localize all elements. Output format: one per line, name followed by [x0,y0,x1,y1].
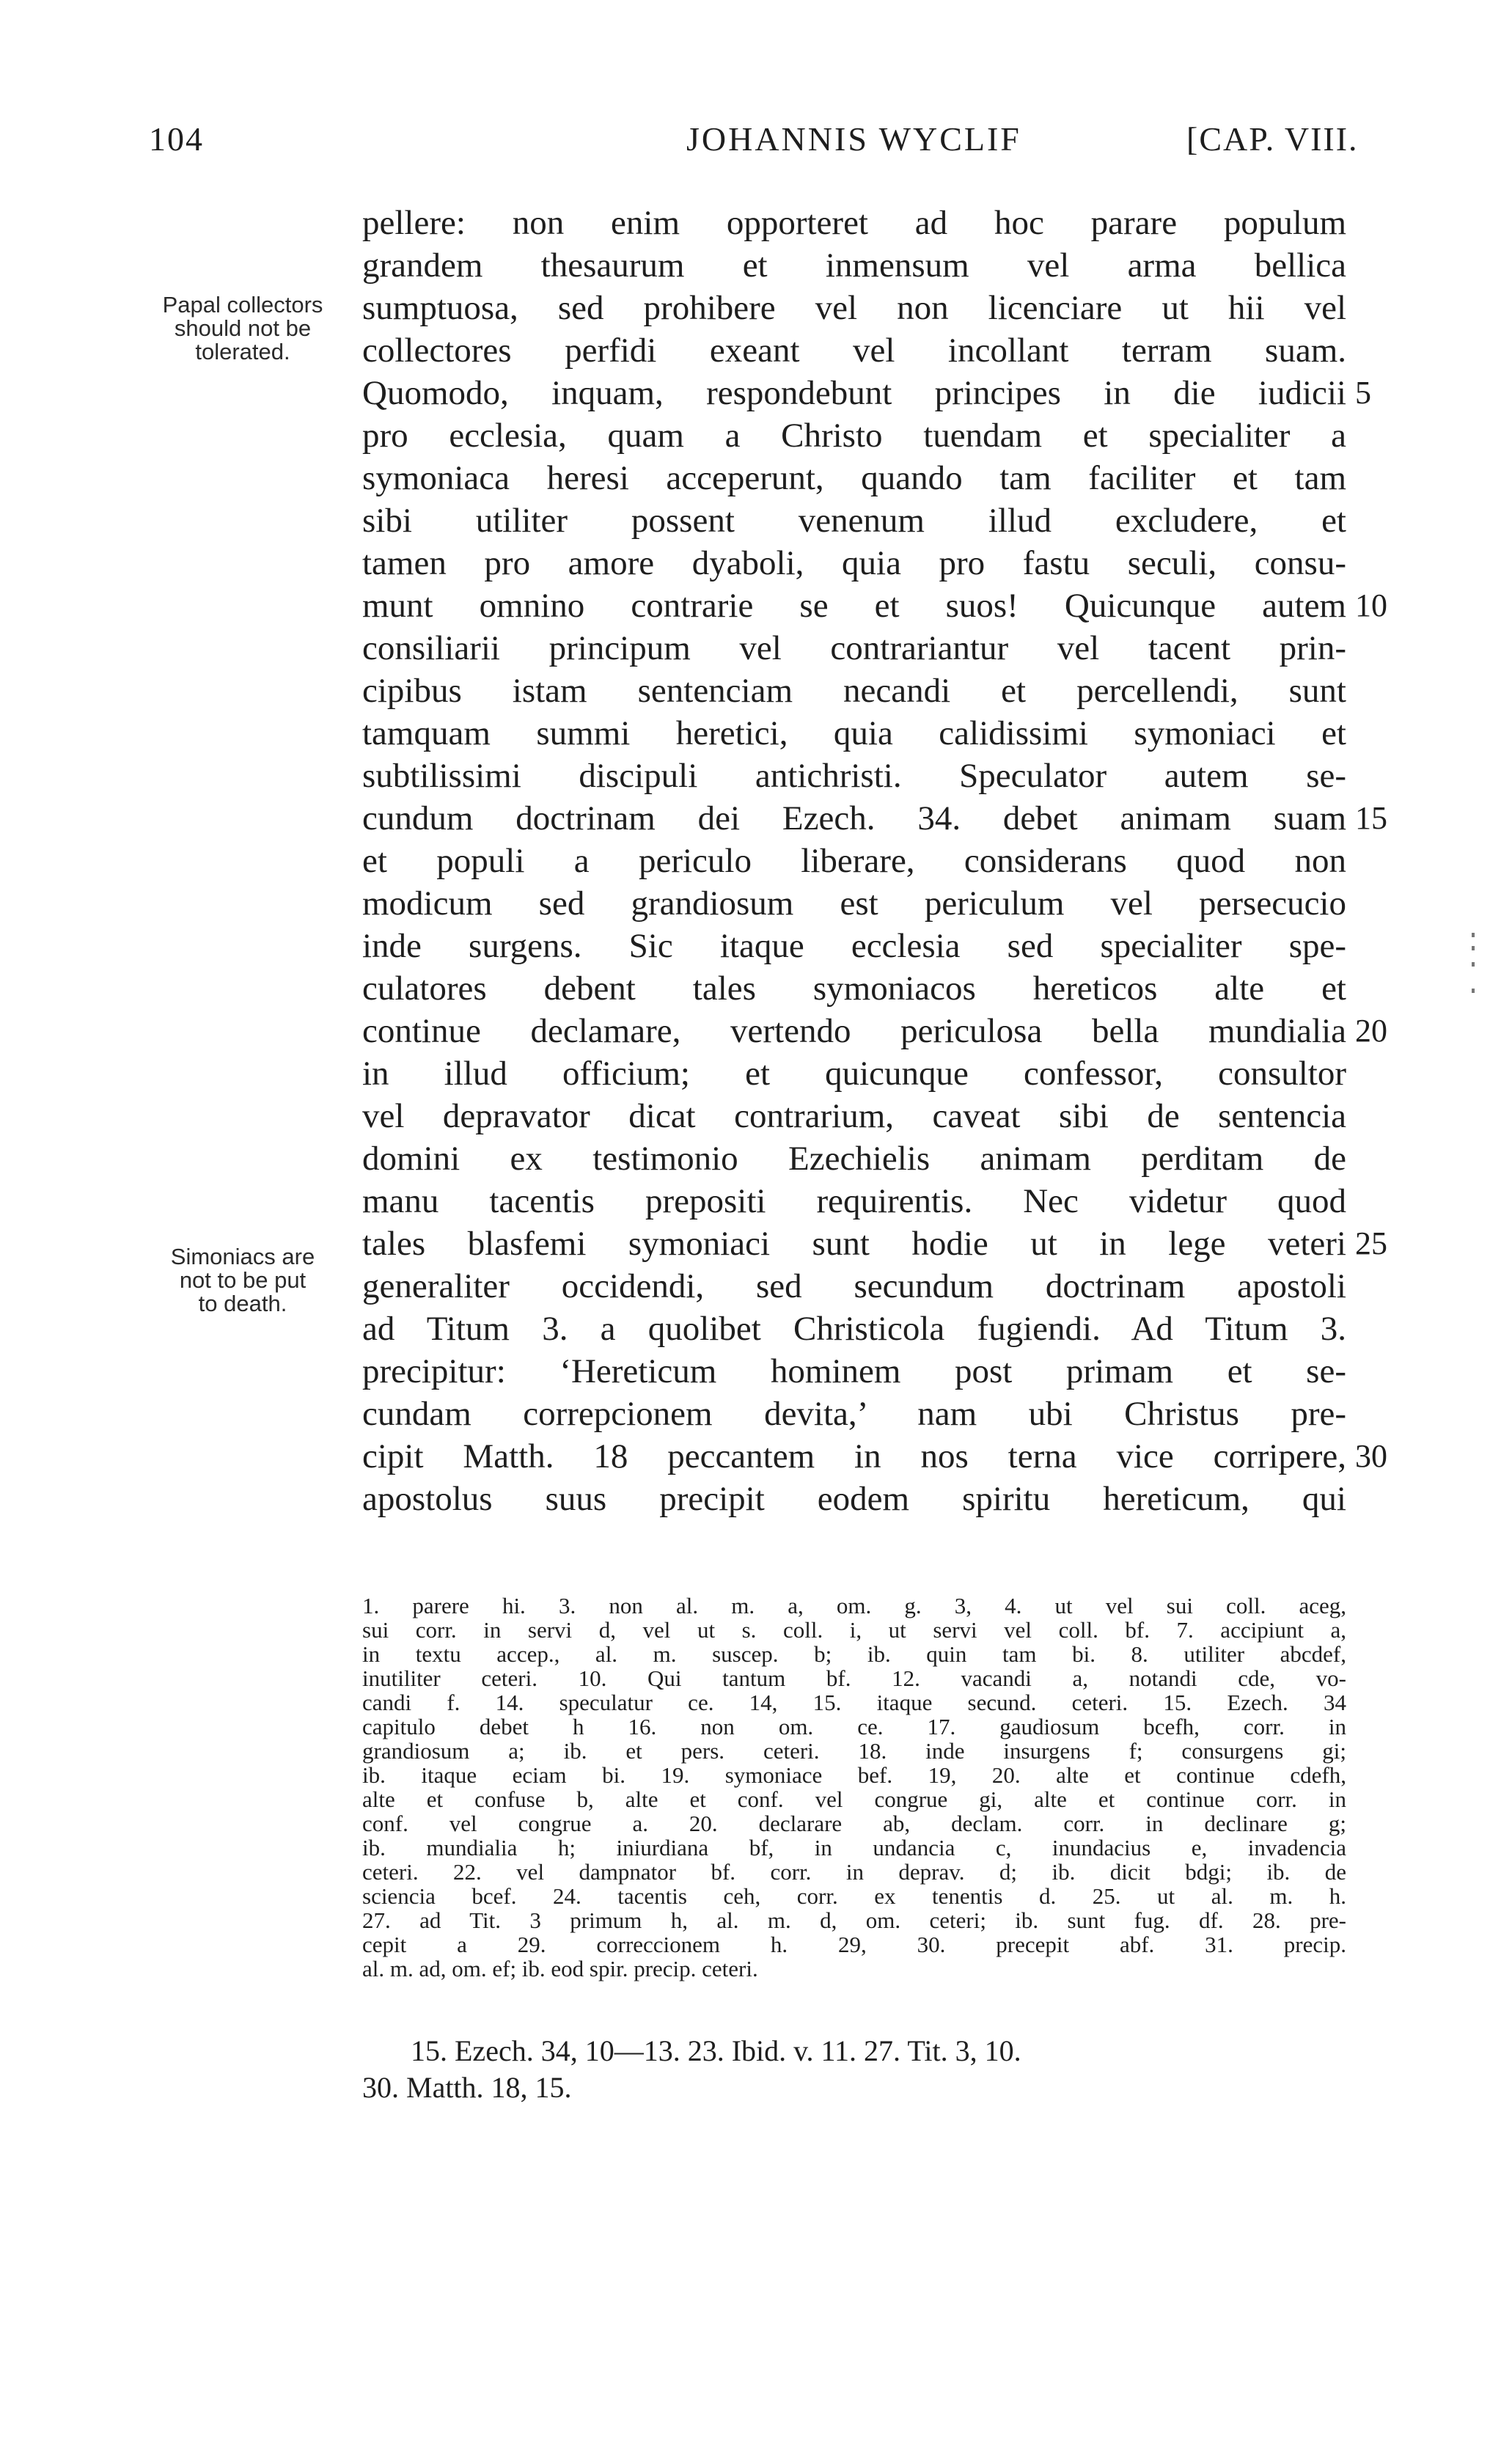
text-line: tamen pro amore dyaboli, quia pro fastu seculi, consu- [362,544,1346,582]
side-note-line: Papal collectors [162,292,323,318]
side-note-line: Simoniacs are [170,1244,315,1269]
apparatus-line: alte et confuse b, alte et conf. vel congrue gi, alte et continue corr. in [362,1786,1346,1812]
margin-mark [1472,946,1475,950]
text-line: cipibus istam sentenciam necandi et percellendi, sunt [362,672,1346,710]
apparatus-line: inutiliter ceteri. 10. Qui tantum bf. 12. vacandi a, notandi cde, vo- [362,1665,1346,1691]
text-line: sumptuosa, sed prohibere vel non licenciare ut hii vel [362,289,1346,327]
text-line: vel depravator dicat contrarium, caveat sibi de sentencia [362,1097,1346,1135]
apparatus-line: candi f. 14. speculatur ce. 14, 15. itaque secund. ceteri. 15. Ezech. 34 [362,1690,1346,1715]
text-line: culatores debent tales symoniacos hereticos alte et [362,969,1346,1008]
text-line: et populi a periculo liberare, considerans quod non [362,842,1346,880]
text-line: manu tacentis prepositi requirentis. Nec videtur quod [362,1182,1346,1220]
line-number: 10 [1355,587,1387,623]
text-line: precipitur: ‘Hereticum hominem post primam et se- [362,1352,1346,1390]
text-line: tales blasfemi symoniaci sunt hodie ut in lege veteri [362,1225,1346,1263]
apparatus-line: grandiosum a; ib. et pers. ceteri. 18. inde insurgens f; consurgens gi; [362,1738,1346,1764]
side-note-line: should not be [174,315,312,341]
apparatus-line: sui corr. in servi d, vel ut s. coll. i, ut servi vel coll. bf. 7. accipiunt a, [362,1617,1346,1643]
margin-mark [1472,962,1475,967]
scripture-references-cont: 30. Matth. 18, 15. [362,2071,572,2104]
text-line: inde surgens. Sic itaque ecclesia sed specialiter spe- [362,927,1346,965]
side-note-line: not to be put [179,1267,307,1293]
line-number: 15 [1355,800,1387,836]
side-note-line: to death. [198,1291,287,1316]
text-line: ad Titum 3. a quolibet Christicola fugiendi. Ad Titum 3. [362,1310,1346,1348]
apparatus-line: cepit a 29. correccionem h. 29, 30. precepit abf. 31. precip. [362,1932,1346,1957]
apparatus-line: ib. mundialia h; iniurdiana bf, in undancia c, inundacius e, invadencia [362,1835,1346,1860]
side-note-line: tolerated. [195,339,290,364]
text-line: continue declamare, vertendo periculosa bella mundialia [362,1012,1346,1050]
text-line: collectores perfidi exeant vel incollant terram suam. [362,331,1346,370]
running-title: JOHANNIS WYCLIF [686,120,1021,158]
text-line: cundum doctrinam dei Ezech. 34. debet animam suam [362,799,1346,837]
apparatus-line: ib. itaque eciam bi. 19. symoniace bef. 19, 20. alte et continue cdefh, [362,1762,1346,1788]
text-line: pro ecclesia, quam a Christo tuendam et specialiter a [362,417,1346,455]
text-line: tamquam summi heretici, quia calidissimi symoniaci et [362,714,1346,752]
page-number: 104 [149,120,204,158]
text-line: sibi utiliter possent venenum illud excludere, et [362,502,1346,540]
text-line: symoniaca heresi acceperunt, quando tam faciliter et tam [362,459,1346,497]
apparatus-line: 1. parere hi. 3. non al. m. a, om. g. 3, 4. ut vel sui coll. aceg, [362,1593,1346,1618]
text-line: modicum sed grandiosum est periculum vel persecucio [362,884,1346,923]
line-number: 30 [1355,1438,1387,1474]
apparatus-line: conf. vel congrue a. 20. declarare ab, declam. corr. in declinare g; [362,1811,1346,1836]
line-number: 20 [1355,1013,1387,1049]
text-line: pellere: non enim opporteret ad hoc parare populum [362,204,1346,242]
side-note-papal-collectors [144,293,342,364]
text-line: generaliter occidendi, sed secundum doctrinam apostoli [362,1267,1346,1305]
text-line: grandem thesaurum et inmensum vel arma bellica [362,246,1346,285]
text-line: consiliarii principum vel contrariantur vel tacent prin- [362,629,1346,667]
apparatus-line: capitulo debet h 16. non om. ce. 17. gaudiosum bcefh, corr. in [362,1714,1346,1739]
chapter-label: [CAP. VIII. [1186,120,1359,158]
text-line: cundam correpcionem devita,’ nam ubi Christus pre- [362,1395,1346,1433]
text-line: in illud officium; et quicunque confessor, consultor [362,1055,1346,1093]
text-line: domini ex testimonio Ezechielis animam perditam de [362,1140,1346,1178]
scripture-references: 15. Ezech. 34, 10—13. 23. Ibid. v. 11. 27. Tit. 3, 10. [411,2034,1021,2067]
text-line: cipit Matth. 18 peccantem in nos terna vice corripere, [362,1437,1346,1475]
apparatus-line: al. m. ad, om. ef; ib. eod spir. precip. ceteri. [362,1956,758,1981]
apparatus-line: 27. ad Tit. 3 primum h, al. m. d, om. ceteri; ib. sunt fug. df. 28. pre- [362,1907,1346,1933]
side-note-simoniacs [144,1245,342,1316]
text-line: subtilissimi discipuli antichristi. Speculator autem se- [362,757,1346,795]
margin-mark [1472,989,1475,993]
apparatus-line: sciencia bcef. 24. tacentis ceh, corr. ex tenentis d. 25. ut al. m. h. [362,1883,1346,1909]
text-line: apostolus suus precipit eodem spiritu hereticum, qui [362,1480,1346,1518]
text-line: munt omnino contrarie se et suos! Quicunque autem [362,587,1346,625]
apparatus-line: in textu accep., al. m. suscep. b; ib. quin tam bi. 8. utiliter abcdef, [362,1641,1346,1667]
text-line: Quomodo, inquam, respondebunt principes in die iudicii [362,374,1346,412]
apparatus-line: ceteri. 22. vel dampnator bf. corr. in deprav. d; ib. dicit bdgi; ib. de [362,1859,1346,1885]
line-number: 25 [1355,1225,1387,1261]
margin-mark [1472,933,1475,937]
line-number: 5 [1355,375,1371,411]
